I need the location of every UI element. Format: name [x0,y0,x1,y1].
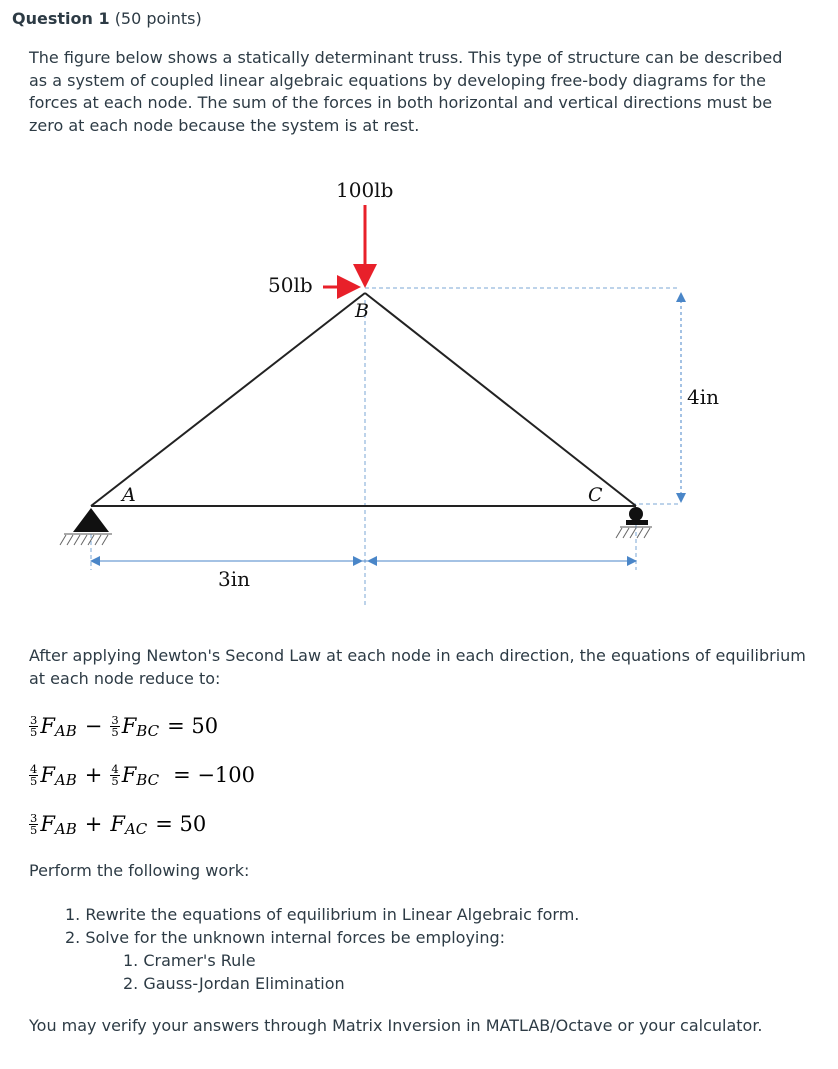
variable: F [121,714,137,738]
coefficient-fraction: $\frac{3}{5}$ [111,712,119,739]
member-ab [91,293,365,506]
question-points: (50 points) [114,9,202,28]
coefficient-fraction: $\frac{4}{5}$ [30,761,38,788]
question-header [12,9,202,28]
subscript: AB [54,722,77,740]
subscript: AB [54,820,77,838]
pin-support [60,508,112,545]
list-item: 2. Gauss-Jordan Elimination [123,974,345,993]
variable: F [110,812,125,836]
variable: F [121,763,137,787]
member-bc [365,293,636,506]
dim-height-label: 4in [687,385,720,409]
variable: F [40,812,55,836]
method-list [123,949,345,995]
list-item: 2. Solve for the unknown internal forces be employing: [65,928,506,947]
operator: − [84,714,103,738]
roller-support [616,507,652,538]
node-label-c: C [588,484,603,506]
node-label-b: B [355,300,369,322]
operator: + [84,812,103,836]
right-hand-side: = 50 [155,812,207,836]
coefficient-fraction: $\frac{4}{5}$ [111,761,119,788]
dim-height-arrow-up [676,292,686,302]
subscript: AC [124,820,148,838]
dim-span-arrow-mid-right [353,556,363,566]
equation-2 [29,758,255,792]
equilibrium-intro: After applying Newton's Second Law at each node in each direction, the equations of equilibrium at each node reduce to: [29,646,806,688]
equation-3 [29,807,206,841]
node-label-a: A [122,484,136,506]
operator: + [84,763,103,787]
load-vertical-label: 100lb [336,178,394,202]
verify-note: You may verify your answers through Matrix Inversion in MATLAB/Octave or your calculator. [29,1016,763,1035]
instructions-heading: Perform the following work: [29,861,250,880]
task-list [65,903,579,949]
subscript: BC [136,722,160,740]
variable: F [40,714,55,738]
truss-figure [0,160,838,620]
dim-span-arrow-mid-left [367,556,377,566]
right-hand-side: = 50 [167,714,219,738]
intro-paragraph: The figure below shows a statically determinant truss. This type of structure can be described as a system of coupled linear algebraic equations by developing free-body diagrams for the forces at each node. The sum of the forces in both horizontal and vertical directions must be zero at each node because the system is at rest. [29,48,783,135]
equation-1 [29,709,218,743]
dim-height-arrow-down [676,493,686,503]
coefficient-fraction: $\frac{3}{5}$ [30,810,38,837]
dim-span-label: 3in [218,567,251,591]
subscript: BC [136,771,160,789]
load-horizontal-label: 50lb [268,273,313,297]
coefficient-fraction: $\frac{3}{5}$ [30,712,38,739]
list-item: 1. Cramer's Rule [123,951,256,970]
subscript: AB [54,771,77,789]
question-title: Question 1 [12,9,110,28]
list-item: 1. Rewrite the equations of equilibrium in Linear Algebraic form. [65,905,580,924]
dim-span-arrow-right [627,556,637,566]
variable: F [40,763,55,787]
right-hand-side: = −100 [173,763,256,787]
